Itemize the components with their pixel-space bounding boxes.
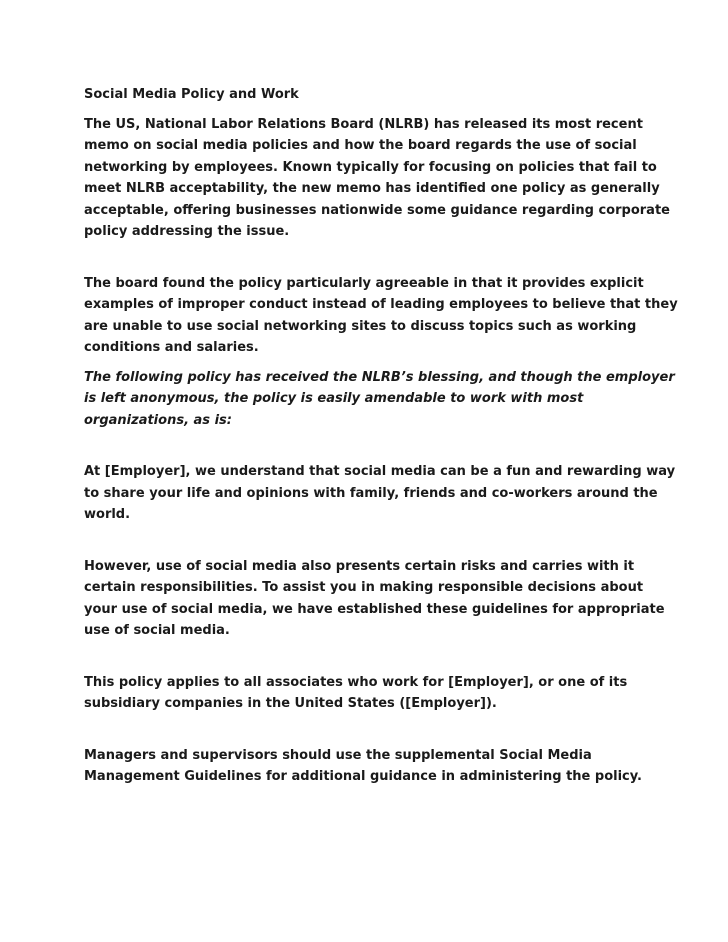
paragraph-policy-intro: [84, 367, 675, 432]
paragraph-nlrb-memo: [84, 114, 670, 243]
paragraph-risks: [84, 556, 665, 642]
paragraph-line: your use of social media, we have established these guidelines for appropriate: [84, 601, 665, 617]
paragraph-line: This policy applies to all associates who work for [Employer], or one of its: [84, 674, 628, 690]
paragraph-board-found: [84, 273, 678, 359]
paragraph-line: meet NLRB acceptability, the new memo has identified one policy as generally: [84, 181, 660, 196]
paragraph-line: examples of improper conduct instead of leading employees to believe that they: [84, 297, 678, 312]
paragraph-line: At [Employer], we understand that social media can be a fun and rewarding way: [84, 464, 676, 479]
paragraph-line: world.: [84, 507, 131, 522]
paragraph-line: subsidiary companies in the United States ([Employer]).: [84, 696, 497, 711]
paragraph-line: The board found the policy particularly agreeable in that it provides explicit: [84, 275, 644, 291]
paragraph-line: The following policy has received the NLRB’s blessing, and though the employer: [84, 369, 675, 385]
paragraph-line: acceptable, offering businesses nationwide some guidance regarding corporate: [84, 202, 670, 218]
paragraph-line: are unable to use social networking sites to discuss topics such as working: [84, 318, 637, 334]
paragraph-line: Managers and supervisors should use the supplemental Social Media: [84, 747, 592, 763]
paragraph-line: networking by employees. Known typically for focusing on policies that fail to: [84, 159, 657, 175]
document-page: [84, 84, 678, 788]
paragraph-line: organizations, as is:: [84, 412, 232, 428]
paragraph-line: certain responsibilities. To assist you in making responsible decisions about: [84, 580, 644, 595]
paragraph-line: is left anonymous, the policy is easily amendable to work with most: [84, 391, 584, 406]
paragraph-line: conditions and salaries.: [84, 340, 259, 355]
paragraph-line: Management Guidelines for additional guidance in administering the policy.: [84, 769, 642, 784]
paragraph-line: memo on social media policies and how the board regards the use of social: [84, 138, 637, 153]
paragraph-employer-understand: [84, 461, 676, 526]
paragraph-line: The US, National Labor Relations Board (NLRB) has released its most recent: [84, 116, 643, 132]
paragraph-line: However, use of social media also presents certain risks and carries with it: [84, 558, 635, 574]
paragraph-line: to share your life and opinions with family, friends and co-workers around the: [84, 485, 658, 501]
paragraph-applies: [84, 672, 654, 715]
document-title: Social Media Policy and Work: [84, 87, 299, 102]
paragraph-managers: [84, 745, 654, 788]
paragraph-line: policy addressing the issue.: [84, 224, 290, 239]
paragraph-line: use of social media.: [84, 623, 230, 638]
